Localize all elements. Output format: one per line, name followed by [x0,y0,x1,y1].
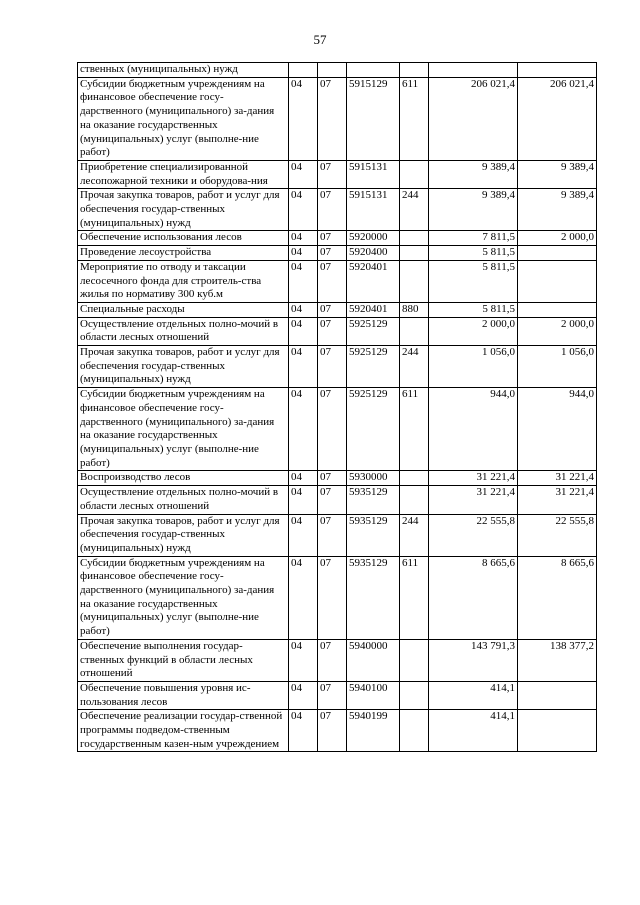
cell-expense-type: 244 [400,514,429,556]
cell-name: Обеспечение выполнения государ-ственных функций в области лесных отношений [78,639,289,681]
cell-sum-2: 8 665,6 [518,556,597,639]
cell-article: 5935129 [347,556,400,639]
cell-sum-2 [518,710,597,752]
cell-expense-type: 880 [400,302,429,317]
table-row [78,388,597,471]
cell-section: 04 [289,388,318,471]
cell-section: 04 [289,160,318,188]
cell-subsection: 07 [318,189,347,231]
cell-sum-1: 5 811,5 [429,260,518,302]
cell-article: 5915129 [347,77,400,160]
table-row [78,231,597,246]
cell-sum-2: 2 000,0 [518,231,597,246]
cell-sum-1: 414,1 [429,710,518,752]
cell-sum-2 [518,302,597,317]
cell-expense-type [400,160,429,188]
table-row [78,189,597,231]
cell-subsection [318,63,347,78]
table-row [78,471,597,486]
cell-expense-type [400,486,429,514]
cell-section: 04 [289,246,318,261]
cell-sum-1: 143 791,3 [429,639,518,681]
cell-name: Обеспечение использования лесов [78,231,289,246]
cell-section: 04 [289,302,318,317]
cell-name: Обеспечение повышения уровня ис-пользования лесов [78,681,289,709]
cell-subsection: 07 [318,514,347,556]
cell-sum-1: 414,1 [429,681,518,709]
table-row [78,346,597,388]
cell-section: 04 [289,260,318,302]
cell-sum-2 [518,246,597,261]
cell-section: 04 [289,346,318,388]
cell-name: Воспроизводство лесов [78,471,289,486]
table-row [78,260,597,302]
cell-expense-type [400,63,429,78]
table-body [78,63,597,752]
cell-sum-2: 9 389,4 [518,189,597,231]
cell-subsection: 07 [318,710,347,752]
cell-sum-1: 944,0 [429,388,518,471]
cell-sum-2: 1 056,0 [518,346,597,388]
cell-expense-type: 611 [400,556,429,639]
cell-section: 04 [289,514,318,556]
cell-expense-type [400,231,429,246]
table-row [78,514,597,556]
cell-subsection: 07 [318,346,347,388]
cell-subsection: 07 [318,246,347,261]
table-row [78,302,597,317]
cell-article: 5925129 [347,346,400,388]
cell-section: 04 [289,189,318,231]
table-row [78,639,597,681]
cell-name: Прочая закупка товаров, работ и услуг для обеспечения государ-ственных (муниципальных) нужд [78,346,289,388]
cell-section: 04 [289,77,318,160]
cell-sum-1: 8 665,6 [429,556,518,639]
cell-subsection: 07 [318,639,347,681]
cell-subsection: 07 [318,317,347,345]
cell-subsection: 07 [318,556,347,639]
cell-article: 5940100 [347,681,400,709]
cell-expense-type: 611 [400,77,429,160]
cell-expense-type [400,246,429,261]
cell-expense-type [400,681,429,709]
cell-subsection: 07 [318,302,347,317]
page-number: 57 [313,32,327,47]
cell-sum-1: 31 221,4 [429,471,518,486]
cell-sum-1: 2 000,0 [429,317,518,345]
cell-article: 5915131 [347,189,400,231]
cell-subsection: 07 [318,388,347,471]
table-row [78,556,597,639]
cell-expense-type [400,260,429,302]
cell-sum-2: 2 000,0 [518,317,597,345]
cell-name: Проведение лесоустройства [78,246,289,261]
cell-subsection: 07 [318,160,347,188]
cell-expense-type: 244 [400,189,429,231]
cell-article: 5915131 [347,160,400,188]
cell-name: Прочая закупка товаров, работ и услуг для обеспечения государ-ственных (муниципальных) нужд [78,189,289,231]
cell-expense-type: 244 [400,346,429,388]
cell-name: Приобретение специализированной лесопожарной техники и оборудова-ния [78,160,289,188]
table-row [78,63,597,78]
table-row [78,77,597,160]
cell-section: 04 [289,471,318,486]
cell-expense-type [400,317,429,345]
cell-sum-1: 9 389,4 [429,160,518,188]
cell-article [347,63,400,78]
cell-sum-1: 31 221,4 [429,486,518,514]
cell-section: 04 [289,231,318,246]
cell-name: Субсидии бюджетным учреждениям на финансовое обеспечение госу-дарственного (муниципального) за-дания на оказание государственных (муниципальных) услуг (выполне-ние работ) [78,556,289,639]
cell-section: 04 [289,556,318,639]
table-row [78,710,597,752]
cell-sum-2: 31 221,4 [518,471,597,486]
cell-expense-type [400,471,429,486]
cell-name: Осуществление отдельных полно-мочий в области лесных отношений [78,486,289,514]
cell-expense-type: 611 [400,388,429,471]
cell-expense-type [400,710,429,752]
cell-sum-2: 206 021,4 [518,77,597,160]
table-row [78,486,597,514]
cell-sum-2: 9 389,4 [518,160,597,188]
cell-sum-1: 206 021,4 [429,77,518,160]
cell-subsection: 07 [318,77,347,160]
cell-subsection: 07 [318,231,347,246]
cell-article: 5940199 [347,710,400,752]
cell-name: ственных (муниципальных) нужд [78,63,289,78]
cell-sum-1: 22 555,8 [429,514,518,556]
cell-sum-2 [518,681,597,709]
cell-article: 5935129 [347,514,400,556]
cell-article: 5920400 [347,246,400,261]
cell-sum-1: 5 811,5 [429,246,518,261]
cell-sum-1: 9 389,4 [429,189,518,231]
cell-sum-2 [518,63,597,78]
cell-article: 5925129 [347,317,400,345]
cell-name: Обеспечение реализации государ-ственной программы подведом-ственным государственным казен-ным учреждением [78,710,289,752]
budget-table [77,62,597,752]
table-row [78,160,597,188]
cell-article: 5920000 [347,231,400,246]
cell-subsection: 07 [318,486,347,514]
cell-sum-2 [518,260,597,302]
cell-section: 04 [289,681,318,709]
table-row [78,246,597,261]
table-row [78,681,597,709]
cell-sum-2: 22 555,8 [518,514,597,556]
cell-name: Субсидии бюджетным учреждениям на финансовое обеспечение госу-дарственного (муниципального) за-дания на оказание государственных (муниципальных) услуг (выполне-ние работ) [78,388,289,471]
cell-expense-type [400,639,429,681]
cell-article: 5920401 [347,260,400,302]
cell-name: Субсидии бюджетным учреждениям на финансовое обеспечение госу-дарственного (муниципального) за-дания на оказание государственных (муниципальных) услуг (выполне-ние работ) [78,77,289,160]
cell-article: 5920401 [347,302,400,317]
cell-article: 5940000 [347,639,400,681]
cell-article: 5930000 [347,471,400,486]
cell-sum-1: 7 811,5 [429,231,518,246]
cell-subsection: 07 [318,681,347,709]
cell-subsection: 07 [318,471,347,486]
cell-sum-1 [429,63,518,78]
cell-section: 04 [289,710,318,752]
cell-section: 04 [289,317,318,345]
cell-article: 5935129 [347,486,400,514]
cell-sum-1: 5 811,5 [429,302,518,317]
cell-article: 5925129 [347,388,400,471]
cell-name: Специальные расходы [78,302,289,317]
cell-sum-2: 138 377,2 [518,639,597,681]
table-row [78,317,597,345]
cell-section: 04 [289,639,318,681]
cell-sum-2: 944,0 [518,388,597,471]
cell-name: Осуществление отдельных полно-мочий в области лесных отношений [78,317,289,345]
cell-subsection: 07 [318,260,347,302]
cell-name: Мероприятие по отводу и таксации лесосечного фонда для строитель-ства жилья по нормативу 300 куб.м [78,260,289,302]
cell-name: Прочая закупка товаров, работ и услуг для обеспечения государ-ственных (муниципальных) нужд [78,514,289,556]
cell-sum-2: 31 221,4 [518,486,597,514]
cell-sum-1: 1 056,0 [429,346,518,388]
cell-section: 04 [289,486,318,514]
cell-section [289,63,318,78]
